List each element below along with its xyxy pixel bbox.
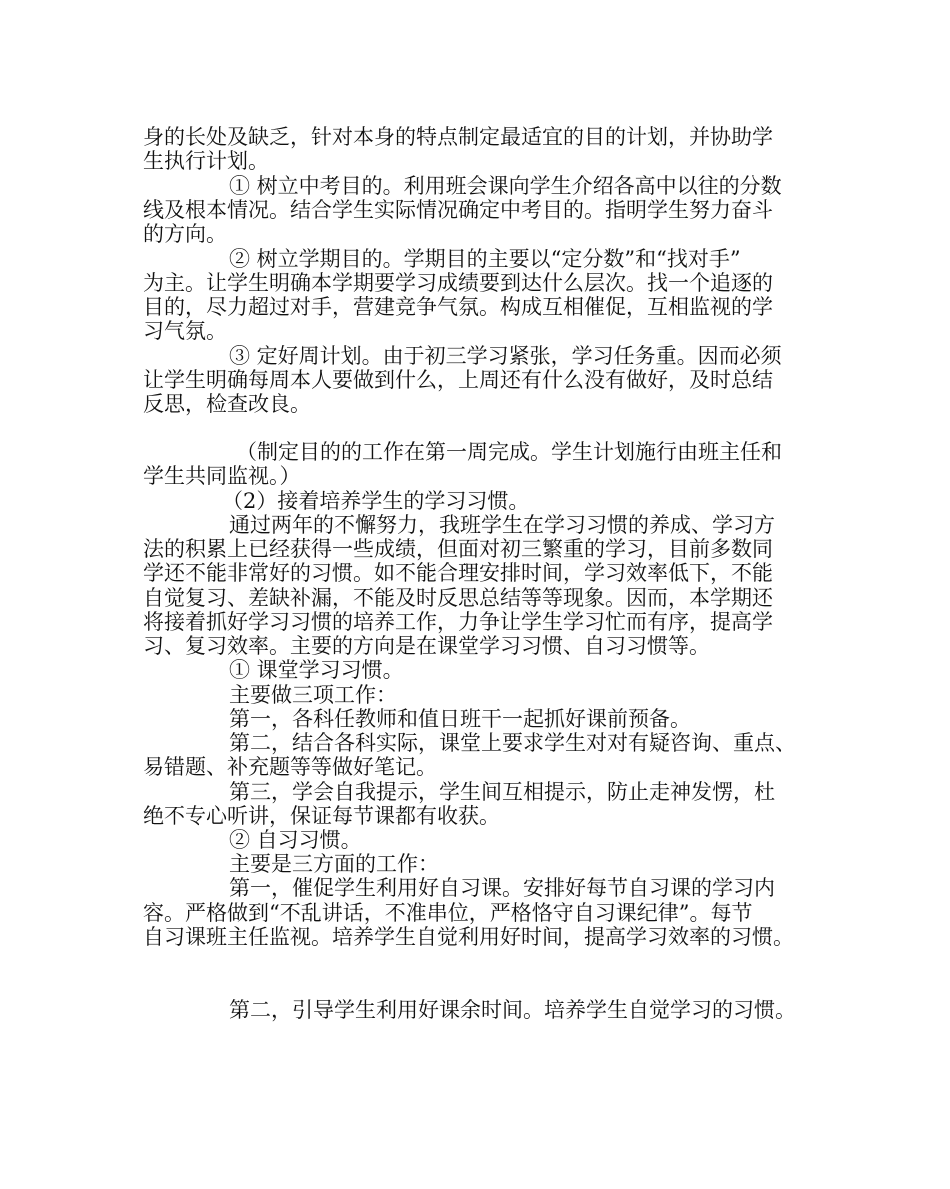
text-line: 学生共同监视。） [143, 464, 301, 488]
text-line: 自习课班主任监视。培养学生自觉利用好时间，提高学习效率的习惯。 [143, 925, 794, 949]
text-line: 主要是三方面的工作： [229, 852, 439, 876]
text-line: ① 树立中考目的。利用班会课向学生介绍各高中以往的分数 [229, 174, 782, 198]
text-line: 身的长处及缺乏，针对本身的特点制定最适宜的目的计划，并协助学 [143, 125, 773, 149]
text-line: ② 树立学期目的。学期目的主要以“定分数”和“找对手” [229, 247, 741, 271]
text-line: 第一，催促学生利用好自习课。安排好每节自习课的学习内 [229, 876, 775, 900]
text-line: 易错题、补充题等等做好笔记。 [143, 755, 437, 779]
text-line: （制定目的的工作在第一周完成。学生计划施行由班主任和 [236, 440, 782, 464]
text-line: 生执行计划。 [143, 149, 269, 173]
text-line: 通过两年的不懈努力，我班学生在学习习惯的养成、学习方 [229, 513, 775, 537]
text-line: 将接着抓好学习习惯的培养工作，力争让学生学习忙而有序，提高学 [143, 610, 773, 634]
text-line: 习气氛。 [143, 319, 227, 343]
text-line: 的方向。 [143, 222, 227, 246]
text-line: 法的积累上已经获得一些成绩，但面对初三繁重的学习，目前多数同 [143, 537, 773, 561]
text-line: 第二，结合各科实际，课堂上要求学生对对有疑咨询、重点、 [229, 731, 796, 755]
text-line: 学还不能非常好的习惯。如不能合理安排时间，学习效率低下，不能 [143, 561, 773, 585]
text-line: 第一，各科任教师和值日班干一起抓好课前预备。 [229, 707, 691, 731]
text-line: 反思，检查改良。 [143, 392, 311, 416]
text-line: 绝不专心听讲，保证每节课都有收获。 [143, 804, 500, 828]
subsection-heading: ① 课堂学习习惯。 [229, 658, 404, 682]
subsection-heading: ② 自习习惯。 [229, 828, 362, 852]
text-line: ③ 定好周计划。由于初三学习紧张，学习任务重。因而必须 [229, 344, 782, 368]
text-line: 让学生明确每周本人要做到什么，上周还有什么没有做好，及时总结 [143, 368, 773, 392]
text-line: 目的，尽力超过对手，营建竞争气氛。构成互相催促，互相监视的学 [143, 295, 773, 319]
text-line: 第二，引导学生利用好课余时间。培养学生自觉学习的习惯。 [229, 998, 796, 1022]
text-line: 第三，学会自我提示，学生间互相提示，防止走神发愣，杜 [229, 780, 775, 804]
text-line: 容。严格做到“不乱讲话，不准串位，严格恪守自习课纪律”。每节 [143, 901, 753, 925]
text-line: 习、复习效率。主要的方向是在课堂学习习惯、自习习惯等。 [143, 634, 710, 658]
text-line: 自觉复习、差缺补漏，不能及时反思总结等等现象。因而，本学期还 [143, 586, 773, 610]
text-line: 线及根本情况。结合学生实际情况确定中考目的。指明学生努力奋斗 [143, 198, 773, 222]
text-line: 主要做三项工作： [229, 683, 397, 707]
section-heading: （2）接着培养学生的学习习惯。 [222, 489, 530, 513]
text-line: 为主。让学生明确本学期要学习成绩要到达什么层次。找一个追逐的 [143, 271, 773, 295]
